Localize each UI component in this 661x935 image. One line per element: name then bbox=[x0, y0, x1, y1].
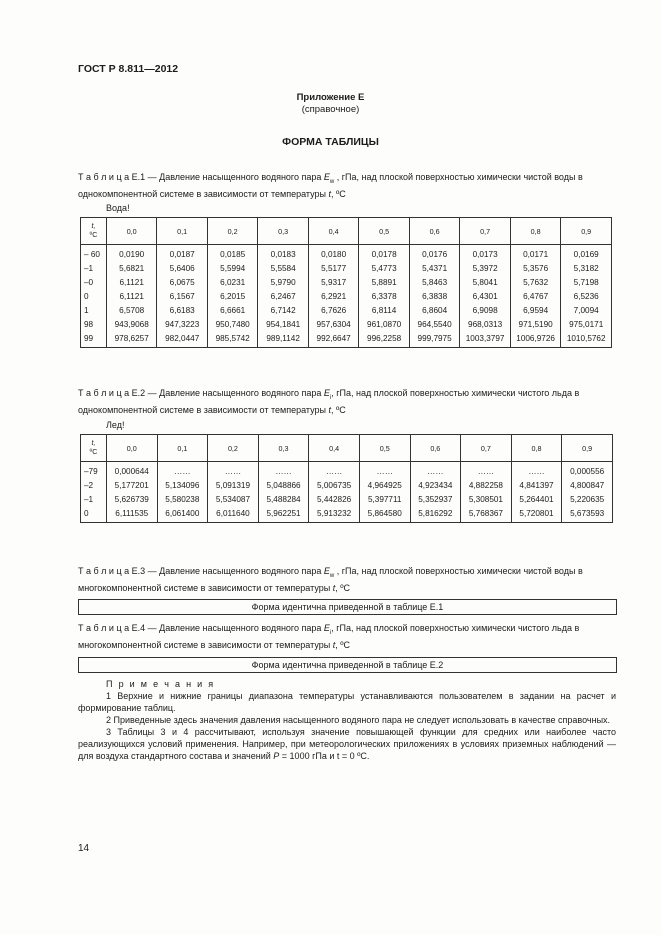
table-cell: 6,9594 bbox=[510, 303, 561, 317]
table-cell: 6,2921 bbox=[308, 289, 358, 303]
table-cell: 5,864580 bbox=[359, 506, 410, 523]
table-cell: 5,913232 bbox=[309, 506, 360, 523]
table4-box: Форма идентична приведенной в таблице Е.2 bbox=[78, 657, 617, 673]
table-cell: 6,6661 bbox=[207, 303, 257, 317]
table-cell: 6,8604 bbox=[409, 303, 459, 317]
table-cell: 4,800847 bbox=[562, 478, 613, 492]
table-cell: 6,5708 bbox=[106, 303, 156, 317]
table-cell: 5,5177 bbox=[308, 261, 358, 275]
table-cell: 5,816292 bbox=[410, 506, 461, 523]
table-row bbox=[81, 506, 613, 523]
table-cell: 5,580238 bbox=[157, 492, 208, 506]
table-row bbox=[81, 245, 612, 262]
table-cell: 5,397711 bbox=[359, 492, 410, 506]
table-cell: 964,5540 bbox=[409, 317, 459, 331]
table-cell: 5,091319 bbox=[208, 478, 259, 492]
table-cell: 971,5190 bbox=[510, 317, 561, 331]
row-temperature: 1 bbox=[81, 303, 107, 317]
table-cell: 975,0171 bbox=[561, 317, 612, 331]
table-cell: 5,7198 bbox=[561, 275, 612, 289]
table-cell: 4,882258 bbox=[461, 478, 512, 492]
table-cell: …… bbox=[157, 462, 208, 479]
column-header: 0,1 bbox=[157, 435, 208, 462]
table2-caption: Т а б л и ц а Е.2 — Давление насыщенного водяного пара $E_i$, гПа, над плоской поверхностью химически чистого льда в однокомпонентной системе в зависимости от температуры t, ºС bbox=[78, 388, 580, 415]
column-header: 0,3 bbox=[258, 218, 308, 245]
note-1: 1 Верхние и нижние границы диапазона температуры устанавливаются пользователем в задании на расчет и формирование таблиц. bbox=[78, 691, 616, 713]
table-cell: 5,006735 bbox=[309, 478, 360, 492]
table-row bbox=[81, 275, 612, 289]
row-temperature: –0 bbox=[81, 275, 107, 289]
table-cell: 5,7632 bbox=[510, 275, 561, 289]
notes-heading: П р и м е ч а н и я bbox=[106, 679, 215, 689]
column-header: 0,2 bbox=[208, 435, 259, 462]
table-cell: 5,488284 bbox=[258, 492, 309, 506]
table-cell: 6,1121 bbox=[106, 289, 156, 303]
table-cell: 1010,5762 bbox=[561, 331, 612, 348]
table-cell: …… bbox=[410, 462, 461, 479]
table-cell: 6,7142 bbox=[258, 303, 308, 317]
table-cell: 5,134096 bbox=[157, 478, 208, 492]
table-cell: 6,3378 bbox=[359, 289, 409, 303]
row-temperature: –1 bbox=[81, 261, 107, 275]
table-row bbox=[81, 331, 612, 348]
table4-caption: Т а б л и ц а Е.4 — Давление насыщенного водяного пара $E_i$, гПа, над плоской поверхностью химически чистого льда в многокомпонентной системе в зависимости от температуры t, ºС bbox=[78, 623, 580, 650]
column-header: 0,7 bbox=[461, 435, 512, 462]
row-temperature: –79 bbox=[81, 462, 107, 479]
table-cell: 996,2258 bbox=[359, 331, 409, 348]
table-cell: 6,2015 bbox=[207, 289, 257, 303]
table-cell: 5,264401 bbox=[511, 492, 562, 506]
table-cell: 6,0675 bbox=[157, 275, 207, 289]
table-row bbox=[81, 317, 612, 331]
table-cell: 6,011640 bbox=[208, 506, 259, 523]
table-cell: 5,048866 bbox=[258, 478, 309, 492]
table-row bbox=[81, 462, 613, 479]
table-cell: 5,5994 bbox=[207, 261, 257, 275]
column-header: 0,4 bbox=[308, 218, 358, 245]
column-header: 0,8 bbox=[510, 218, 561, 245]
table-cell: 4,964925 bbox=[359, 478, 410, 492]
row-temperature: – 60 bbox=[81, 245, 107, 262]
table-cell: 0,0178 bbox=[359, 245, 409, 262]
table-cell: 5,8041 bbox=[460, 275, 511, 289]
table-cell: 5,9790 bbox=[258, 275, 308, 289]
column-header: 0,8 bbox=[511, 435, 562, 462]
table-cell: 5,8463 bbox=[409, 275, 459, 289]
table-cell: 6,4767 bbox=[510, 289, 561, 303]
notes bbox=[78, 678, 616, 762]
table-cell: 999,7975 bbox=[409, 331, 459, 348]
row-temperature: 0 bbox=[81, 289, 107, 303]
table-cell: 5,4371 bbox=[409, 261, 459, 275]
table-cell: 6,6183 bbox=[157, 303, 207, 317]
table-cell: 961,0870 bbox=[359, 317, 409, 331]
table3-caption: Т а б л и ц а Е.3 — Давление насыщенного водяного пара $E_w$ , гПа, над плоской поверхностью химически чистой воды в многокомпонентной системе в зависимости от температуры t, ºС bbox=[78, 566, 583, 593]
table-cell: 5,534087 bbox=[208, 492, 259, 506]
table-cell: …… bbox=[461, 462, 512, 479]
note-2: 2 Приведенные здесь значения давления насыщенного водяного пара не следует использовать в качестве справочных. bbox=[106, 715, 611, 725]
table-cell: 0,0173 bbox=[460, 245, 511, 262]
column-header: 0,3 bbox=[258, 435, 309, 462]
row-temperature: –1 bbox=[81, 492, 107, 506]
table1 bbox=[80, 217, 612, 348]
table-cell: 6,111535 bbox=[106, 506, 157, 523]
table-cell: 968,0313 bbox=[460, 317, 511, 331]
table-cell: 5,9317 bbox=[308, 275, 358, 289]
table-cell: …… bbox=[511, 462, 562, 479]
table-cell: 954,1841 bbox=[258, 317, 308, 331]
table-cell: 978,6257 bbox=[106, 331, 156, 348]
table-row bbox=[81, 261, 612, 275]
section-title: ФОРМА ТАБЛИЦЫ bbox=[282, 136, 379, 148]
table-cell: 6,0231 bbox=[207, 275, 257, 289]
table-cell: 957,6304 bbox=[308, 317, 358, 331]
table-cell: 947,3223 bbox=[157, 317, 207, 331]
table-cell: 7,0094 bbox=[561, 303, 612, 317]
table-cell: 950,7480 bbox=[207, 317, 257, 331]
table-cell: 0,0187 bbox=[157, 245, 207, 262]
table-cell: …… bbox=[309, 462, 360, 479]
table-cell: …… bbox=[359, 462, 410, 479]
table-cell: …… bbox=[258, 462, 309, 479]
table1-header-row bbox=[81, 218, 612, 245]
table3-box: Форма идентична приведенной в таблице Е.1 bbox=[78, 599, 617, 615]
table-cell: 5,220635 bbox=[562, 492, 613, 506]
row-temperature: –2 bbox=[81, 478, 107, 492]
temperature-column-header: t, ºС bbox=[81, 435, 107, 462]
column-header: 0,6 bbox=[410, 435, 461, 462]
table-row bbox=[81, 492, 613, 506]
table1-label: Вода! bbox=[106, 203, 130, 213]
annex-title: Приложение Е bbox=[296, 92, 365, 103]
table2 bbox=[80, 434, 613, 523]
table-cell: 5,352937 bbox=[410, 492, 461, 506]
table-row bbox=[81, 303, 612, 317]
table-cell: 5,720801 bbox=[511, 506, 562, 523]
table-cell: 0,0180 bbox=[308, 245, 358, 262]
table-cell: 6,8114 bbox=[359, 303, 409, 317]
annex-subtitle: (справочное) bbox=[301, 104, 360, 115]
column-header: 0,5 bbox=[359, 435, 410, 462]
table-cell: 6,2467 bbox=[258, 289, 308, 303]
table-cell: 0,000644 bbox=[106, 462, 157, 479]
table-cell: 5,768367 bbox=[461, 506, 512, 523]
table-cell: 6,1567 bbox=[157, 289, 207, 303]
table-cell: 4,841397 bbox=[511, 478, 562, 492]
table1-caption: Т а б л и ц а Е.1 — Давление насыщенного водяного пара $E_w$ , гПа, над плоской поверхностью химически чистой воды в однокомпонентной системе в зависимости от температуры t, ºС bbox=[78, 172, 583, 199]
table-cell: 0,0169 bbox=[561, 245, 612, 262]
table-cell: 0,0185 bbox=[207, 245, 257, 262]
table-cell: 0,000556 bbox=[562, 462, 613, 479]
table-cell: 5,177201 bbox=[106, 478, 157, 492]
table-cell: 6,061400 bbox=[157, 506, 208, 523]
table-cell: 6,5236 bbox=[561, 289, 612, 303]
table-cell: 5,5584 bbox=[258, 261, 308, 275]
table-cell: 5,6406 bbox=[157, 261, 207, 275]
table-cell: 0,0171 bbox=[510, 245, 561, 262]
table-row bbox=[81, 289, 612, 303]
row-temperature: 98 bbox=[81, 317, 107, 331]
table-cell: 989,1142 bbox=[258, 331, 308, 348]
table-cell: 5,442826 bbox=[309, 492, 360, 506]
row-temperature: 0 bbox=[81, 506, 107, 523]
document-header: ГОСТ Р 8.811—2012 bbox=[78, 63, 179, 75]
table-cell: 4,923434 bbox=[410, 478, 461, 492]
table-cell: 5,673593 bbox=[562, 506, 613, 523]
column-header: 0,5 bbox=[359, 218, 409, 245]
column-header: 0,2 bbox=[207, 218, 257, 245]
table-cell: 5,8891 bbox=[359, 275, 409, 289]
table-cell: 6,7626 bbox=[308, 303, 358, 317]
row-temperature: 99 bbox=[81, 331, 107, 348]
column-header: 0,6 bbox=[409, 218, 459, 245]
column-header: 0,9 bbox=[562, 435, 613, 462]
column-header: 0,1 bbox=[157, 218, 207, 245]
table2-label: Лед! bbox=[106, 420, 125, 430]
table-cell: 6,9098 bbox=[460, 303, 511, 317]
table-cell: 0,0176 bbox=[409, 245, 459, 262]
table-cell: …… bbox=[208, 462, 259, 479]
table-cell: 1003,3797 bbox=[460, 331, 511, 348]
table-cell: 1006,9726 bbox=[510, 331, 561, 348]
table-cell: 0,0190 bbox=[106, 245, 156, 262]
note-3: 3 Таблицы 3 и 4 рассчитывают, используя значение повышающей функции для средних или наиболее часто реализующихся условий применения. Например, при метеорологических приложениях в условиях приземных наблюдений — для воздуха стандартного состава и значений P = 1000 гПа и t = 0 ºС. bbox=[78, 727, 616, 761]
table-cell: 5,962251 bbox=[258, 506, 309, 523]
column-header: 0,0 bbox=[106, 435, 157, 462]
table-cell: 5,308501 bbox=[461, 492, 512, 506]
table-cell: 5,6821 bbox=[106, 261, 156, 275]
table-cell: 5,3972 bbox=[460, 261, 511, 275]
table-cell: 985,5742 bbox=[207, 331, 257, 348]
table-row bbox=[81, 478, 613, 492]
table-cell: 6,1121 bbox=[106, 275, 156, 289]
table-cell: 6,3838 bbox=[409, 289, 459, 303]
column-header: 0,9 bbox=[561, 218, 612, 245]
column-header: 0,0 bbox=[106, 218, 156, 245]
table-cell: 6,4301 bbox=[460, 289, 511, 303]
temperature-column-header: t, ºС bbox=[81, 218, 107, 245]
table-cell: 992,6647 bbox=[308, 331, 358, 348]
table-cell: 5,626739 bbox=[106, 492, 157, 506]
table-cell: 0,0183 bbox=[258, 245, 308, 262]
table-cell: 943,9068 bbox=[106, 317, 156, 331]
column-header: 0,7 bbox=[460, 218, 511, 245]
page-number: 14 bbox=[78, 843, 90, 854]
table-cell: 982,0447 bbox=[157, 331, 207, 348]
table-cell: 5,3576 bbox=[510, 261, 561, 275]
table2-header-row bbox=[81, 435, 613, 462]
table-cell: 5,4773 bbox=[359, 261, 409, 275]
table-cell: 5,3182 bbox=[561, 261, 612, 275]
column-header: 0,4 bbox=[309, 435, 360, 462]
